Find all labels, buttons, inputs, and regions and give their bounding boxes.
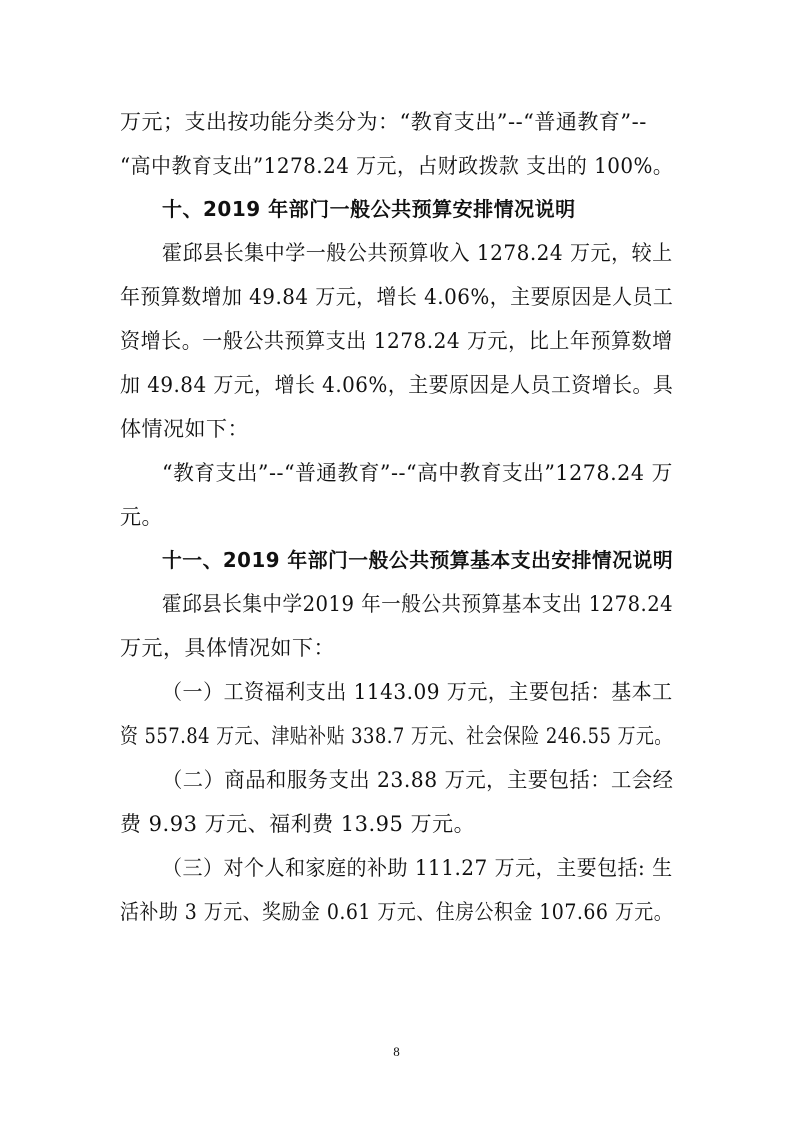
- section-heading-10: 十、2019 年部门一般公共预算安排情况说明: [162, 197, 576, 221]
- body-line-17: 活补助 3 万元、奖励金 0.61 万元、住房公积金 107.66 万元。: [120, 900, 674, 924]
- body-line-2: “高中教育支出”1278.24 万元，占财政拨款 支出的 100%。: [120, 154, 674, 178]
- body-line-11: 万元，具体情况如下：: [120, 636, 335, 660]
- body-line-7: 体情况如下：: [120, 417, 249, 441]
- body-line-4: 年预算数增加 49.84 万元，增长 4.06%，主要原因是人员工: [120, 285, 674, 309]
- body-line-8: “教育支出”--“普通教育”--“高中教育支出”1278.24 万: [162, 461, 673, 485]
- body-line-12: （一）工资福利支出 1143.09 万元，主要包括：基本工: [162, 680, 673, 704]
- body-line-5: 资增长。一般公共预算支出 1278.24 万元，比上年预算数增: [120, 329, 673, 353]
- body-line-9: 元。: [120, 505, 163, 529]
- body-line-1: 万元；支出按功能分类分为：“教育支出”--“普通教育”--: [120, 110, 647, 134]
- body-line-15: 费 9.93 万元、福利费 13.95 万元。: [120, 812, 476, 836]
- body-line-10: 霍邱县长集中学2019 年一般公共预算基本支出 1278.24: [162, 592, 674, 616]
- body-line-3: 霍邱县长集中学一般公共预算收入 1278.24 万元，较上: [162, 241, 673, 265]
- page-number: 8: [393, 1044, 400, 1059]
- body-line-6: 加 49.84 万元，增长 4.06%，主要原因是人员工资增长。具: [120, 373, 674, 397]
- section-heading-11: 十一、2019 年部门一般公共预算基本支出安排情况说明: [162, 548, 674, 572]
- body-line-14: （二）商品和服务支出 23.88 万元，主要包括：工会经: [162, 768, 674, 792]
- body-line-16: （三）对个人和家庭的补助 111.27 万元，主要包括: 生: [162, 856, 673, 880]
- body-line-13: 资 557.84 万元、津贴补贴 338.7 万元、社会保险 246.55 万元。: [120, 724, 673, 748]
